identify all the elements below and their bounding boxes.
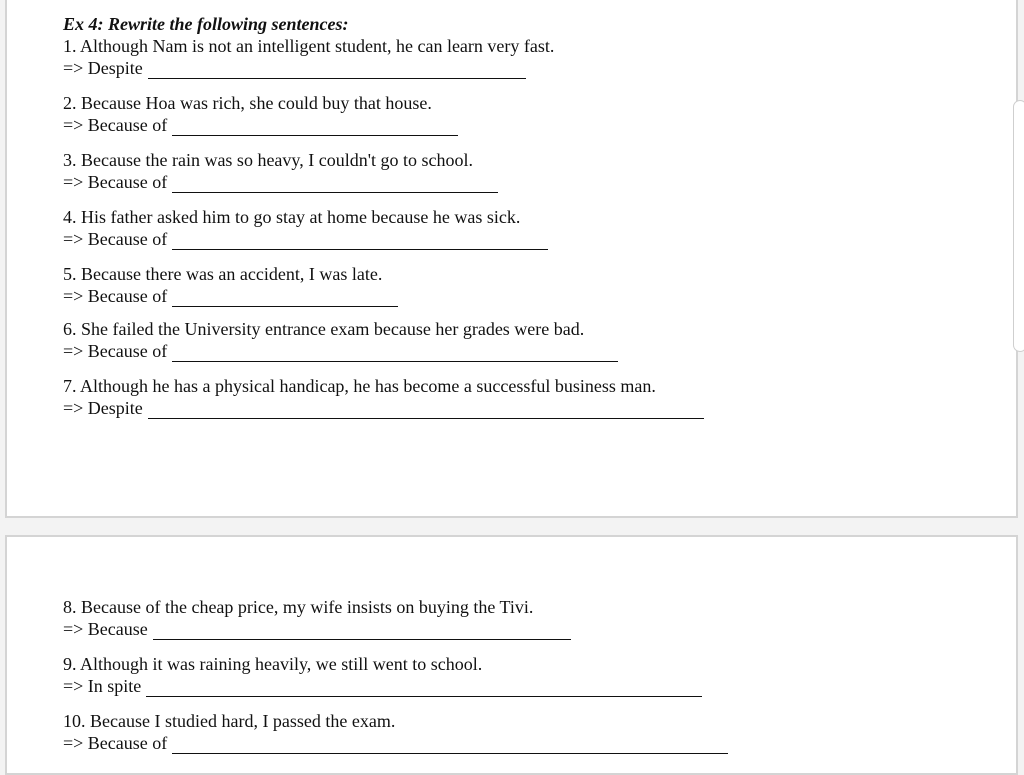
answer-line-6	[63, 340, 618, 362]
answer-prompt-9: => In spite	[63, 676, 142, 696]
answer-line-10	[63, 732, 728, 754]
answer-blank-7[interactable]	[148, 403, 704, 419]
answer-blank-2[interactable]	[172, 120, 458, 136]
answer-blank-9[interactable]	[146, 681, 702, 697]
answer-blank-4[interactable]	[172, 234, 548, 250]
answer-prompt-2: => Because of	[63, 115, 168, 135]
answer-prompt-7: => Despite	[63, 398, 143, 418]
answer-line-8	[63, 618, 571, 640]
answer-line-1	[63, 57, 526, 79]
answer-prompt-10: => Because of	[63, 733, 168, 753]
answer-prompt-4: => Because of	[63, 229, 168, 249]
answer-blank-10[interactable]	[172, 738, 728, 754]
answer-prompt-6: => Because of	[63, 341, 168, 361]
answer-prompt-8: => Because	[63, 619, 148, 639]
answer-line-3	[63, 171, 498, 193]
answer-line-5	[63, 285, 398, 307]
answer-prompt-5: => Because of	[63, 286, 168, 306]
answer-blank-1[interactable]	[148, 63, 526, 79]
sentence-5: 5. Because there was an accident, I was late.	[63, 264, 383, 284]
answer-prompt-1: => Despite	[63, 58, 143, 78]
sentence-10: 10. Because I studied hard, I passed the exam.	[63, 711, 396, 731]
answer-line-4	[63, 228, 548, 250]
answer-line-2	[63, 114, 458, 136]
answer-prompt-3: => Because of	[63, 172, 168, 192]
scrollbar-handle[interactable]	[1013, 100, 1024, 352]
answer-blank-5[interactable]	[172, 291, 398, 307]
sentence-8: 8. Because of the cheap price, my wife insists on buying the Tivi.	[63, 597, 534, 617]
sentence-3: 3. Because the rain was so heavy, I couldn't go to school.	[63, 150, 473, 170]
sentence-6: 6. She failed the University entrance exam because her grades were bad.	[63, 319, 585, 339]
sentence-9: 9. Although it was raining heavily, we still went to school.	[63, 654, 483, 674]
answer-line-9	[63, 675, 702, 697]
sentence-7: 7. Although he has a physical handicap, he has become a successful business man.	[63, 376, 656, 396]
sentence-4: 4. His father asked him to go stay at home because he was sick.	[63, 207, 521, 227]
answer-blank-6[interactable]	[172, 346, 618, 362]
answer-blank-3[interactable]	[172, 177, 498, 193]
sentence-1: 1. Although Nam is not an intelligent student, he can learn very fast.	[63, 36, 555, 56]
answer-line-7	[63, 397, 704, 419]
sentence-2: 2. Because Hoa was rich, she could buy that house.	[63, 93, 432, 113]
exercise-heading: Ex 4: Rewrite the following sentences:	[63, 14, 349, 34]
answer-blank-8[interactable]	[153, 624, 571, 640]
